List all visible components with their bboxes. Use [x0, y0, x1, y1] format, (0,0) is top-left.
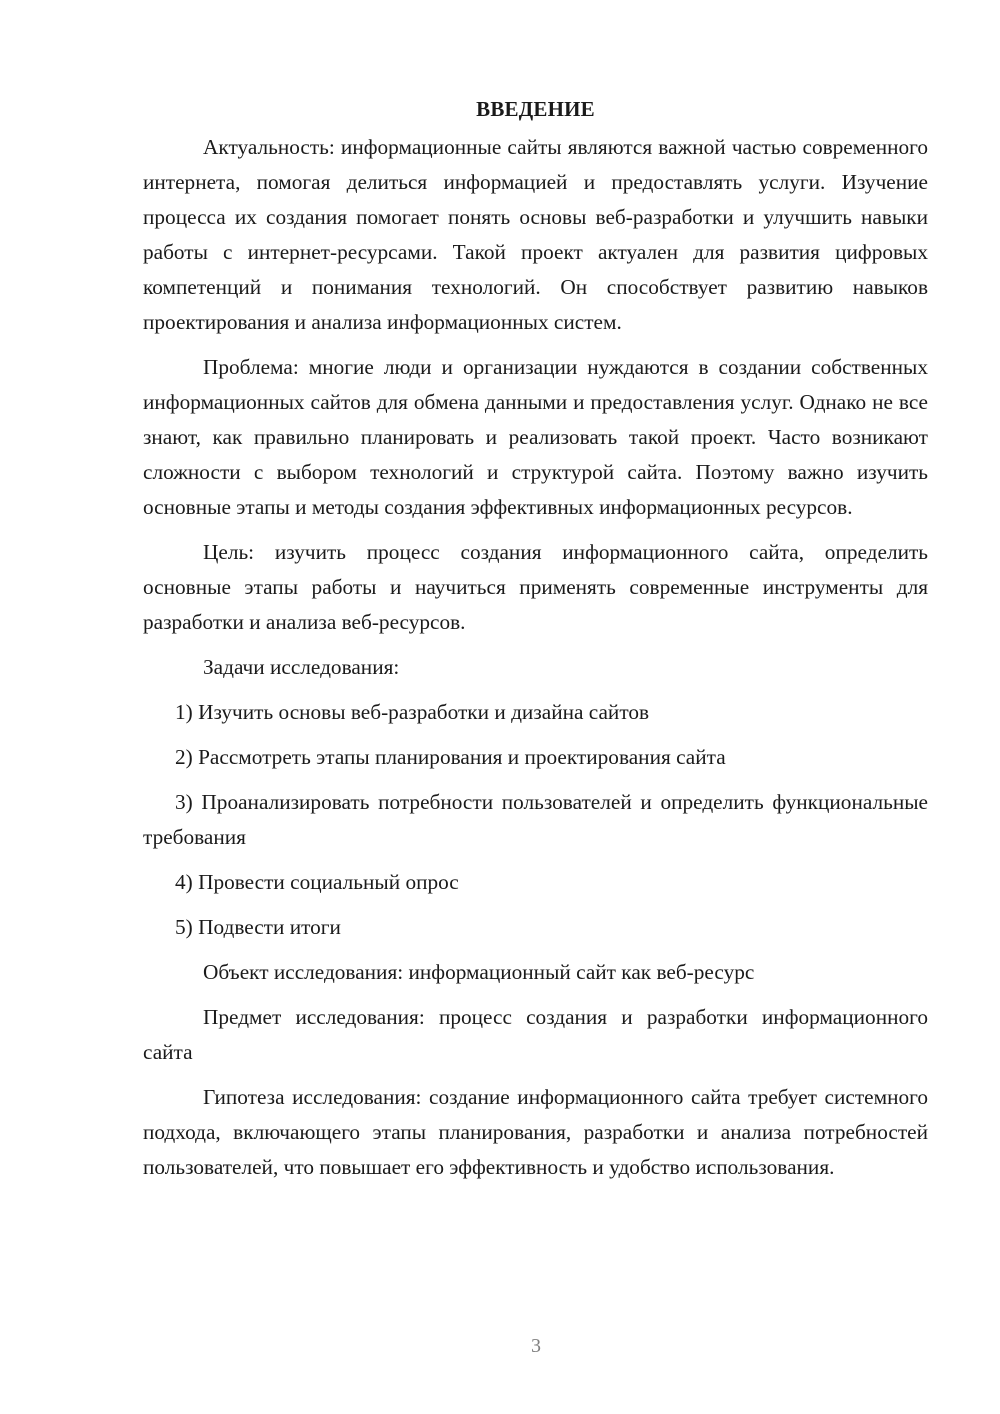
task-item-2: 2) Рассмотреть этапы планирования и проектирования сайта	[175, 745, 726, 769]
paragraph-subject: Предмет исследования: процесс создания и разработки информационного сайта	[143, 1005, 928, 1064]
document-page	[143, 94, 928, 1185]
task-item-4: 4) Провести социальный опрос	[175, 870, 459, 894]
section-heading: ВВЕДЕНИЕ	[476, 97, 595, 121]
paragraph-goal: Цель: изучить процесс создания информационного сайта, определить основные этапы работы и научиться применять современные инструменты для разработки и анализа веб-ресурсов.	[143, 540, 928, 634]
task-item-3: 3) Проанализировать потребности пользователей и определить функциональные требования	[143, 790, 928, 849]
task-item-1: 1) Изучить основы веб-разработки и дизайна сайтов	[175, 700, 650, 724]
paragraph-hypothesis: Гипотеза исследования: создание информационного сайта требует системного подхода, включающего этапы планирования, разработки и анализа потребностей пользователей, что повышает его эффективность и удобство использования.	[143, 1085, 928, 1179]
paragraph-object: Объект исследования: информационный сайт как веб-ресурс	[203, 960, 755, 984]
page-number: 3	[531, 1335, 541, 1357]
paragraph-relevance: Актуальность: информационные сайты являются важной частью современного интернета, помогая делиться информацией и предоставлять услуги. Изучение процесса их создания помогает понять основы веб-разработки и улучшить навыки работы с интернет-ресурсами. Такой проект актуален для развития цифровых компетенций и понимания технологий. Он способствует развитию навыков проектирования и анализа информационных систем.	[143, 135, 928, 334]
task-item-5: 5) Подвести итоги	[175, 915, 341, 939]
tasks-heading: Задачи исследования:	[203, 655, 400, 679]
paragraph-problem: Проблема: многие люди и организации нуждаются в создании собственных информационных сайтов для обмена данными и предоставления услуг. Однако не все знают, как правильно планировать и реализовать такой проект. Часто возникают сложности с выбором технологий и структурой сайта. Поэтому важно изучить основные этапы и методы создания эффективных информационных ресурсов.	[143, 355, 928, 519]
